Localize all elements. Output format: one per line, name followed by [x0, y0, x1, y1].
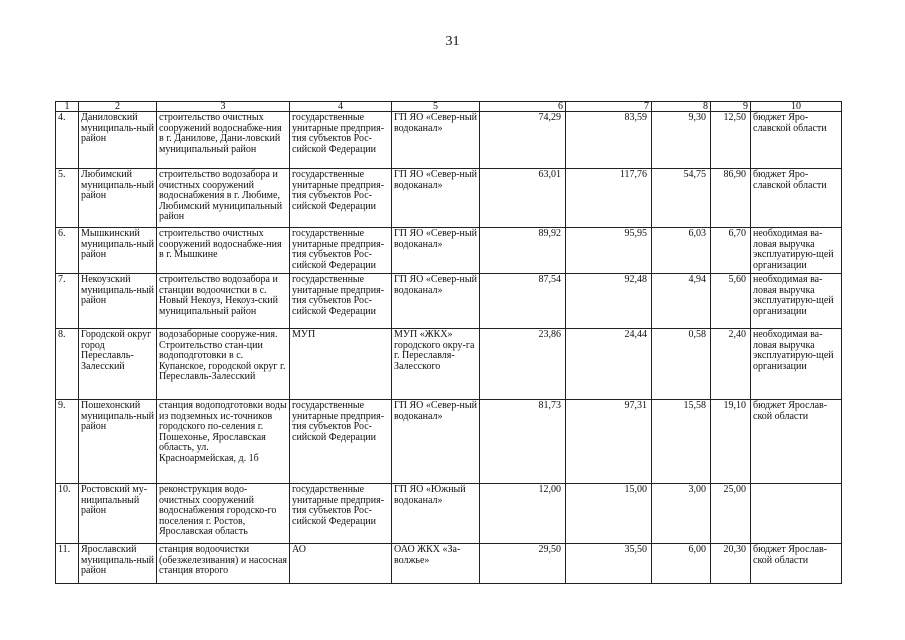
project-cell: строительство очистных сооружений водоснабже-ния в г. Мышкине	[157, 228, 290, 274]
column-header: 8	[652, 102, 711, 112]
org-type-cell: государственные унитарные предприя-тия субъектов Рос-сийской Федерации	[290, 228, 392, 274]
funding-source-cell	[751, 484, 842, 544]
org-type-cell: государственные унитарные предприя-тия субъектов Рос-сийской Федерации	[290, 112, 392, 169]
project-cell: водозаборные сооруже-ния. Строительство стан-ции водоподготовки в с. Купанское, городской округ г. Переславль-Залесский	[157, 329, 290, 400]
row-number: 10.	[56, 484, 79, 544]
row-number: 8.	[56, 329, 79, 400]
project-cell: станция водоочистки (обезжелезивания) и насосная станция второго	[157, 544, 290, 584]
org-type-cell: государственные унитарные предприя-тия субъектов Рос-сийской Федерации	[290, 169, 392, 228]
value-cell-8: 15,58	[652, 400, 711, 484]
operator-cell: ГП ЯО «Север-ный водоканал»	[392, 169, 480, 228]
org-type-cell: АО	[290, 544, 392, 584]
value-cell-7: 35,50	[566, 544, 652, 584]
value-cell-8: 6,03	[652, 228, 711, 274]
row-number: 11.	[56, 544, 79, 584]
table-row	[56, 228, 842, 274]
org-type-cell: МУП	[290, 329, 392, 400]
table-row	[56, 169, 842, 228]
data-table	[55, 101, 842, 584]
district-cell: Даниловский муниципаль-ный район	[79, 112, 157, 169]
row-number: 5.	[56, 169, 79, 228]
project-cell: реконструкция водо-очистных сооружений водоснабжения городско-го поселения г. Ростов, Ярославская область	[157, 484, 290, 544]
value-cell-7: 97,31	[566, 400, 652, 484]
operator-cell: ГП ЯО «Север-ный водоканал»	[392, 228, 480, 274]
value-cell-7: 83,59	[566, 112, 652, 169]
value-cell-8: 54,75	[652, 169, 711, 228]
operator-cell: ГП ЯО «Север-ный водоканал»	[392, 400, 480, 484]
value-cell-6: 23,86	[480, 329, 566, 400]
value-cell-7: 95,95	[566, 228, 652, 274]
value-cell-9: 2,40	[711, 329, 751, 400]
column-header: 9	[711, 102, 751, 112]
value-cell-9: 86,90	[711, 169, 751, 228]
value-cell-9: 25,00	[711, 484, 751, 544]
page-number: 31	[445, 34, 460, 49]
value-cell-9: 12,50	[711, 112, 751, 169]
value-cell-9: 20,30	[711, 544, 751, 584]
value-cell-7: 117,76	[566, 169, 652, 228]
district-cell: Пошехонский муниципаль-ный район	[79, 400, 157, 484]
table-row	[56, 544, 842, 584]
district-cell: Любимский муниципаль-ный район	[79, 169, 157, 228]
table-row	[56, 484, 842, 544]
table-row	[56, 400, 842, 484]
table-row	[56, 329, 842, 400]
org-type-cell: государственные унитарные предприя-тия субъектов Рос-сийской Федерации	[290, 400, 392, 484]
value-cell-8: 3,00	[652, 484, 711, 544]
funding-source-cell: бюджет Яро-славской области	[751, 169, 842, 228]
value-cell-6: 12,00	[480, 484, 566, 544]
project-cell: станция водоподготовки воды из подземных ис-точников городского по-селения г. Пошехонье, Ярославская область, ул. Красноармейская, д. 1б	[157, 400, 290, 484]
column-header: 10	[751, 102, 842, 112]
funding-source-cell: бюджет Ярослав-ской области	[751, 544, 842, 584]
operator-cell: ГП ЯО «Север-ный водоканал»	[392, 112, 480, 169]
row-number: 7.	[56, 274, 79, 329]
funding-source-cell: бюджет Ярослав-ской области	[751, 400, 842, 484]
row-number: 6.	[56, 228, 79, 274]
value-cell-9: 5,60	[711, 274, 751, 329]
column-header: 5	[392, 102, 480, 112]
value-cell-6: 74,29	[480, 112, 566, 169]
operator-cell: ОАО ЖКХ «За-волжье»	[392, 544, 480, 584]
funding-source-cell: бюджет Яро-славской области	[751, 112, 842, 169]
org-type-cell: государственные унитарные предприя-тия субъектов Рос-сийской Федерации	[290, 484, 392, 544]
project-cell: строительство очистных сооружений водоснабже-ния в г. Данилове, Дани-ловский муниципальный район	[157, 112, 290, 169]
value-cell-7: 24,44	[566, 329, 652, 400]
operator-cell: МУП «ЖКХ» городского окру-га г. Переславля-Залесского	[392, 329, 480, 400]
funding-source-cell: необходимая ва-ловая выручка эксплуатирую-щей организации	[751, 228, 842, 274]
district-cell: Некоузский муниципаль-ный район	[79, 274, 157, 329]
funding-source-cell: необходимая ва-ловая выручка эксплуатирую-щей организации	[751, 274, 842, 329]
operator-cell: ГП ЯО «Южный водоканал»	[392, 484, 480, 544]
column-header: 3	[157, 102, 290, 112]
project-cell: строительство водозабора и станции водоочистки в с. Новый Некоуз, Некоуз-ский муниципальный район	[157, 274, 290, 329]
value-cell-8: 9,30	[652, 112, 711, 169]
column-header: 2	[79, 102, 157, 112]
table-header-row	[56, 102, 842, 112]
column-header: 7	[566, 102, 652, 112]
project-cell: строительство водозабора и очистных сооружений водоснабжения в г. Любиме, Любимский муниципальный район	[157, 169, 290, 228]
value-cell-9: 6,70	[711, 228, 751, 274]
value-cell-7: 15,00	[566, 484, 652, 544]
district-cell: Городской округ город Переславль-Залесский	[79, 329, 157, 400]
value-cell-8: 0,58	[652, 329, 711, 400]
column-header: 6	[480, 102, 566, 112]
org-type-cell: государственные унитарные предприя-тия субъектов Рос-сийской Федерации	[290, 274, 392, 329]
table-row	[56, 112, 842, 169]
value-cell-6: 89,92	[480, 228, 566, 274]
value-cell-8: 6,00	[652, 544, 711, 584]
district-cell: Мышкинский муниципаль-ный район	[79, 228, 157, 274]
value-cell-8: 4,94	[652, 274, 711, 329]
district-cell: Ростовский му-ниципальный район	[79, 484, 157, 544]
row-number: 4.	[56, 112, 79, 169]
table-row	[56, 274, 842, 329]
value-cell-9: 19,10	[711, 400, 751, 484]
value-cell-6: 29,50	[480, 544, 566, 584]
value-cell-6: 87,54	[480, 274, 566, 329]
column-header: 1	[56, 102, 79, 112]
funding-source-cell: необходимая ва-ловая выручка эксплуатирую-щей организации	[751, 329, 842, 400]
district-cell: Ярославский муниципаль-ный район	[79, 544, 157, 584]
value-cell-6: 63,01	[480, 169, 566, 228]
row-number: 9.	[56, 400, 79, 484]
operator-cell: ГП ЯО «Север-ный водоканал»	[392, 274, 480, 329]
value-cell-7: 92,48	[566, 274, 652, 329]
value-cell-6: 81,73	[480, 400, 566, 484]
column-header: 4	[290, 102, 392, 112]
